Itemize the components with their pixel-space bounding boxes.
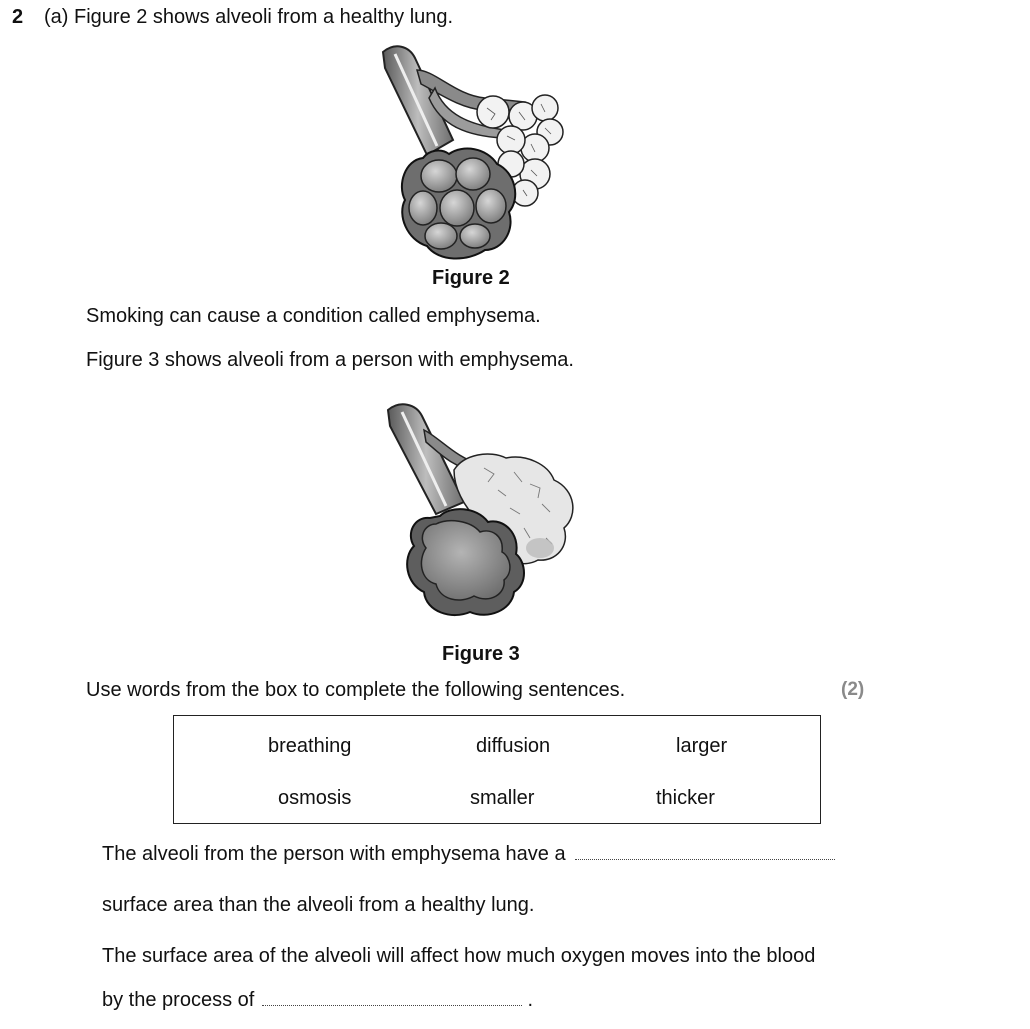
word-option: osmosis (278, 787, 352, 809)
figure-2-healthy-alveoli-image (375, 40, 575, 265)
figure-2-caption: Figure 2 (432, 267, 510, 289)
figure-3-emphysema-alveoli-image (380, 398, 580, 623)
sentence-1-start: The alveoli from the person with emphysema have a (102, 843, 566, 865)
marks-indicator: (2) (841, 679, 865, 700)
sentence-2-end-start: by the process of (102, 989, 255, 1011)
sentence-1-line-1 (102, 843, 835, 866)
question-part-a-intro: (a) Figure 2 shows alveoli from a healthy lung. (44, 6, 454, 28)
instruction-text: Use words from the box to complete the following sentences. (86, 679, 626, 701)
answer-blank-1[interactable] (575, 845, 835, 860)
word-option: diffusion (476, 735, 551, 757)
word-option: larger (676, 735, 728, 757)
word-option: thicker (656, 787, 715, 809)
figure-3-caption: Figure 3 (442, 643, 520, 665)
sentence-1-end: surface area than the alveoli from a healthy lung. (102, 894, 535, 916)
smoking-statement: Smoking can cause a condition called emphysema. (86, 305, 541, 327)
figure-3-intro: Figure 3 shows alveoli from a person with emphysema. (86, 349, 574, 371)
sentence-2-line-2 (102, 989, 533, 1012)
question-number: 2 (12, 6, 24, 28)
word-option: smaller (470, 787, 535, 809)
sentence-2-period: . (527, 989, 533, 1011)
word-box (173, 715, 821, 824)
answer-blank-2[interactable] (262, 991, 522, 1006)
word-option: breathing (268, 735, 352, 757)
sentence-2-start: The surface area of the alveoli will affect how much oxygen moves into the blood (102, 945, 816, 967)
